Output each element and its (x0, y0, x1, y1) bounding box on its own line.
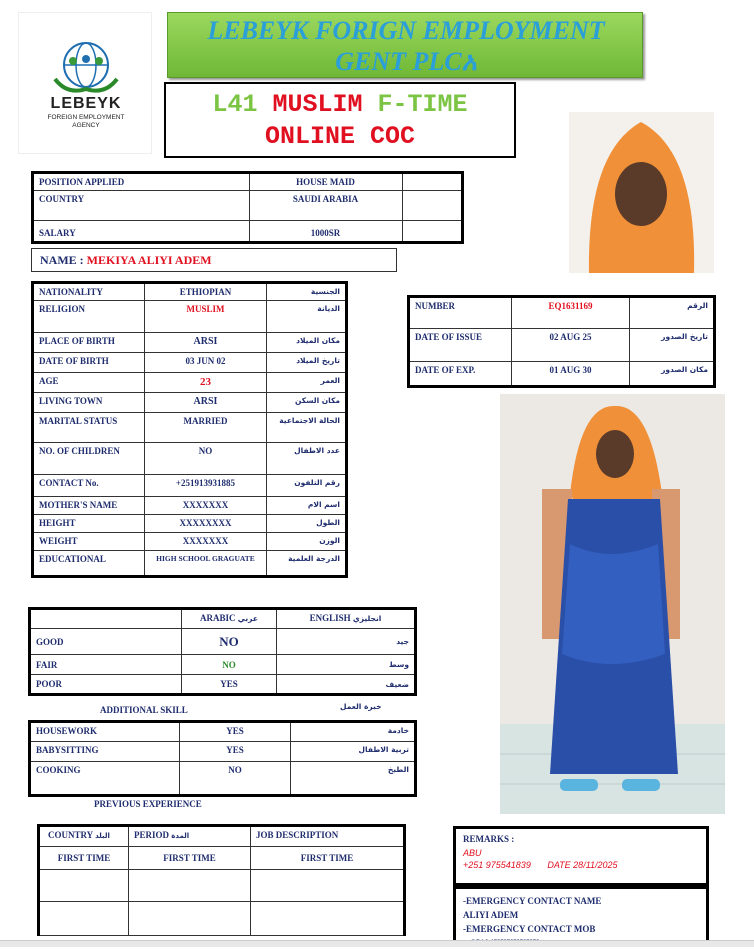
personal-row (33, 443, 347, 475)
portrait-photo (569, 112, 714, 273)
personal-value: MARRIED (145, 413, 267, 443)
exp-header-country (39, 826, 129, 847)
personal-value: MUSLIM (145, 301, 267, 333)
personal-row (33, 373, 347, 393)
lang-value-1: NO (182, 655, 277, 675)
skill-value-0: YES (180, 722, 291, 742)
remarks-line2 (463, 860, 699, 870)
position-label-1: COUNTRY (33, 191, 250, 221)
personal-row (33, 413, 347, 443)
banner-line1: LEBEYK FORIGN EMPLOYMENT (207, 16, 605, 45)
personal-arabic: الدرجة العلمية (267, 551, 347, 577)
remarks-label: REMARKS : (463, 834, 515, 844)
lang-arabic-header (182, 609, 277, 629)
exp-first-time-2: FIRST TIME (129, 847, 251, 870)
lang-english-header (277, 609, 416, 629)
personal-arabic: تاريخ الميلاد (267, 353, 347, 373)
lang-english-header-en: ENGLISH (309, 613, 351, 623)
skill-label-2: COOKING (30, 762, 180, 796)
lang-ar-0: جيد (277, 629, 416, 655)
lang-ar-2: ضعيف (277, 675, 416, 695)
name-box (31, 248, 397, 272)
lang-value-2: YES (182, 675, 277, 695)
lang-value-0: NO (182, 629, 277, 655)
passport-label-2: DATE OF EXP. (409, 362, 512, 387)
personal-row (33, 283, 347, 301)
personal-label: LIVING TOWN (33, 393, 145, 413)
position-table (31, 171, 464, 244)
personal-arabic: الطول (267, 515, 347, 533)
skills-heading-ar: خبرة العمل (340, 702, 382, 711)
logo-sub2: AGENCY (72, 122, 100, 129)
exp-country-en: COUNTRY (48, 830, 93, 840)
exp-first-time-1: FIRST TIME (39, 847, 129, 870)
skill-value-2: NO (180, 762, 291, 796)
experience-table (37, 824, 406, 936)
personal-arabic: رقم التلفون (267, 475, 347, 497)
banner-line2: GENT PLCአ (335, 47, 477, 76)
position-label-2: SALARY (33, 221, 250, 243)
personal-table (31, 281, 348, 578)
personal-row (33, 515, 347, 533)
personal-value: 03 JUN 02 (145, 353, 267, 373)
personal-arabic: مكان السكن (267, 393, 347, 413)
banner (167, 12, 643, 78)
personal-row (33, 393, 347, 413)
personal-row (33, 497, 347, 515)
skill-ar-1: تربية الاطفال (291, 742, 416, 762)
exp-header-period (129, 826, 251, 847)
emergency-name-label: -EMERGENCY CONTACT NAME (463, 896, 602, 906)
name-value: MEKIYA ALIYI ADEM (86, 253, 212, 267)
personal-label: MARITAL STATUS (33, 413, 145, 443)
personal-value: XXXXXXX (145, 533, 267, 551)
exp-first-time-3: FIRST TIME (251, 847, 405, 870)
skill-ar-2: الطبخ (291, 762, 416, 796)
position-value-1: SAUDI ARABIA (249, 191, 402, 221)
personal-label: RELIGION (33, 301, 145, 333)
language-table (28, 607, 417, 696)
personal-row (33, 353, 347, 373)
personal-value: +251913931885 (145, 475, 267, 497)
lang-label-2: POOR (30, 675, 182, 695)
personal-value: HIGH SCHOOL GRAGUATE (145, 551, 267, 577)
exp-country-ar: البلد (95, 832, 110, 840)
personal-label: AGE (33, 373, 145, 393)
lang-english-header-ar: انجليزي (352, 614, 382, 623)
emergency-name: ALIYI ADEM (463, 910, 519, 920)
remarks-line1: ABU (463, 848, 482, 858)
personal-label: PLACE OF BIRTH (33, 333, 145, 353)
skill-label-1: BABYSITTING (30, 742, 180, 762)
position-value-0: HOUSE MAID (249, 173, 402, 191)
personal-arabic: العمر (267, 373, 347, 393)
personal-row (33, 301, 347, 333)
lang-label-1: FAIR (30, 655, 182, 675)
logo-name: LEBEYK (50, 95, 122, 112)
passport-value-2: 01 AUG 30 (512, 362, 630, 387)
title-type: F-TIME (377, 90, 468, 119)
emergency-mob-label: -EMERGENCY CONTACT MOB (463, 924, 596, 934)
lang-ar-1: وسط (277, 655, 416, 675)
personal-arabic: الديانة (267, 301, 347, 333)
skill-ar-0: خادمة (291, 722, 416, 742)
personal-value: 23 (145, 373, 267, 393)
remarks-phone: +251 975541839 (463, 860, 531, 870)
personal-label: CONTACT No. (33, 475, 145, 497)
personal-value: NO (145, 443, 267, 475)
skills-heading: ADDITIONAL SKILL (100, 705, 188, 715)
title-line1 (166, 90, 514, 119)
skill-label-0: HOUSEWORK (30, 722, 180, 742)
logo-icon (47, 39, 125, 97)
position-value-2: 1000SR (249, 221, 402, 243)
personal-value: ARSI (145, 333, 267, 353)
experience-heading: PREVIOUS EXPERIENCE (94, 799, 202, 809)
personal-value: ETHIOPIAN (145, 283, 267, 301)
personal-value: XXXXXXX (145, 497, 267, 515)
passport-ar-1: تاريخ الصدور (630, 329, 715, 362)
exp-period-en: PERIOD (134, 830, 170, 840)
horizontal-scrollbar[interactable] (0, 940, 754, 947)
exp-header-job: JOB DESCRIPTION (251, 826, 405, 847)
personal-label: WEIGHT (33, 533, 145, 551)
personal-arabic: مكان الميلاد (267, 333, 347, 353)
full-body-photo (500, 394, 725, 814)
passport-value-1: 02 AUG 25 (512, 329, 630, 362)
title-box (164, 82, 516, 158)
logo-box (18, 12, 152, 154)
title-line2: ONLINE COC (264, 122, 416, 151)
skill-value-1: YES (180, 742, 291, 762)
logo-sub1: FOREIGN EMPLOYMENT (47, 114, 125, 121)
lang-arabic-header-ar: عربي (237, 614, 258, 623)
position-label-0: POSITION APPLIED (33, 173, 250, 191)
remarks-box (453, 826, 709, 886)
title-code: L41 (212, 90, 258, 119)
passport-label-0: NUMBER (409, 297, 512, 329)
passport-ar-0: الرقم (630, 297, 715, 329)
personal-label: DATE OF BIRTH (33, 353, 145, 373)
personal-value: ARSI (145, 393, 267, 413)
personal-row (33, 551, 347, 577)
passport-table (407, 295, 716, 388)
passport-value-0: EQ1631169 (512, 297, 630, 329)
personal-arabic: عدد الاطفال (267, 443, 347, 475)
remarks-date: DATE 28/11/2025 (547, 860, 618, 870)
lang-arabic-header-en: ARABIC (200, 613, 236, 623)
personal-arabic: اسم الام (267, 497, 347, 515)
personal-arabic: الوزن (267, 533, 347, 551)
emergency-box (453, 886, 709, 947)
title-religion: MUSLIM (272, 90, 363, 119)
skills-table (28, 720, 417, 797)
personal-row (33, 475, 347, 497)
personal-label: HEIGHT (33, 515, 145, 533)
exp-period-ar: المدة (171, 832, 190, 840)
personal-label: NO. OF CHILDREN (33, 443, 145, 475)
personal-label: EDUCATIONAL (33, 551, 145, 577)
personal-row (33, 333, 347, 353)
personal-value: XXXXXXXX (145, 515, 267, 533)
personal-row (33, 533, 347, 551)
personal-label: MOTHER'S NAME (33, 497, 145, 515)
passport-label-1: DATE OF ISSUE (409, 329, 512, 362)
personal-label: NATIONALITY (33, 283, 145, 301)
passport-ar-2: مكان الصدور (630, 362, 715, 387)
lang-label-0: GOOD (30, 629, 182, 655)
name-label: NAME : (40, 253, 84, 267)
personal-arabic: الحالة الاجتماعية (267, 413, 347, 443)
personal-arabic: الجنسية (267, 283, 347, 301)
